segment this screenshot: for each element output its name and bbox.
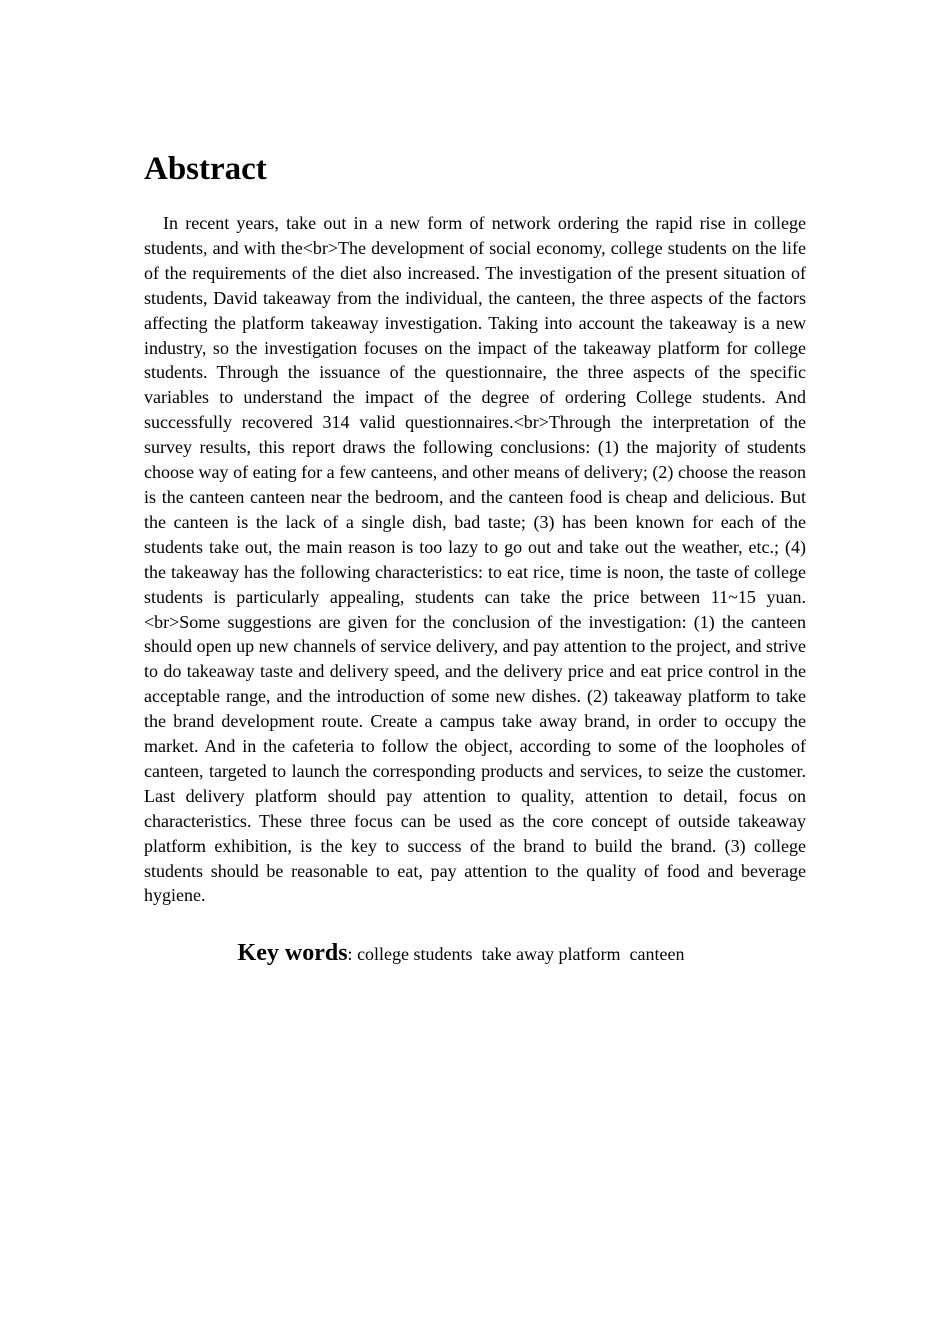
abstract-section	[144, 150, 806, 969]
keywords-line	[144, 938, 806, 969]
keyword-item: take away platform	[481, 944, 621, 965]
page-title: Abstract	[144, 151, 267, 187]
keyword-item: college students	[357, 944, 473, 965]
abstract-body: In recent years, take out in a new form of network ordering the rapid rise in college students, and with the<br>The development of social economy, college students on the life of the requirements of the diet also increased. The investigation of the present situation of students, David takeaway from the individual, the canteen, the three aspects of the factors affecting the platform takeaway investigation. Taking into account the takeaway is a new industry, so the investigation focuses on the impact of the takeaway platform for college students. Through the issuance of the questionnaire, the three aspects of the specific variables to understand the impact of the degree of ordering College students. And successfully recovered 314 valid questionnaires.<br>Through the interpretation of the survey results, this report draws the following conclusions: (1) the majority of students choose way of eating for a few canteens, and other means of delivery; (2) choose the reason is the canteen canteen near the bedroom, and the canteen food is cheap and delicious. But the canteen is the lack of a single dish, bad taste; (3) has been known for each of the students take out, the main reason is too lazy to go out and take out the weather, etc.; (4) the takeaway has the following characteristics: to eat rice, time is noon, the taste of college students is particularly appealing, students can take the price between 11~15 yuan.<br>Some suggestions are given for the conclusion of the investigation: (1) the canteen should open up new channels of service delivery, and pay attention to the project, and strive to do takeaway taste and delivery speed, and the delivery price and eat price control in the acceptable range, and the introduction of some new dishes. (2) takeaway platform to take the brand development route. Create a campus take away brand, in order to occupy the market. And in the cafeteria to follow the object, according to some of the loopholes of canteen, targeted to launch the corresponding products and services, to seize the customer. Last delivery platform should pay attention to quality, attention to detail, focus on characteristics. These three focus can be used as the core concept of outside takeaway platform exhibition, is the key to success of the brand to build the brand. (3) college students should be reasonable to eat, pay attention to the quality of food and beverage hygiene.	[144, 213, 806, 906]
keyword-item: canteen	[629, 944, 685, 965]
keywords-label: Key words	[237, 940, 348, 967]
keywords-separator: :	[347, 944, 353, 965]
